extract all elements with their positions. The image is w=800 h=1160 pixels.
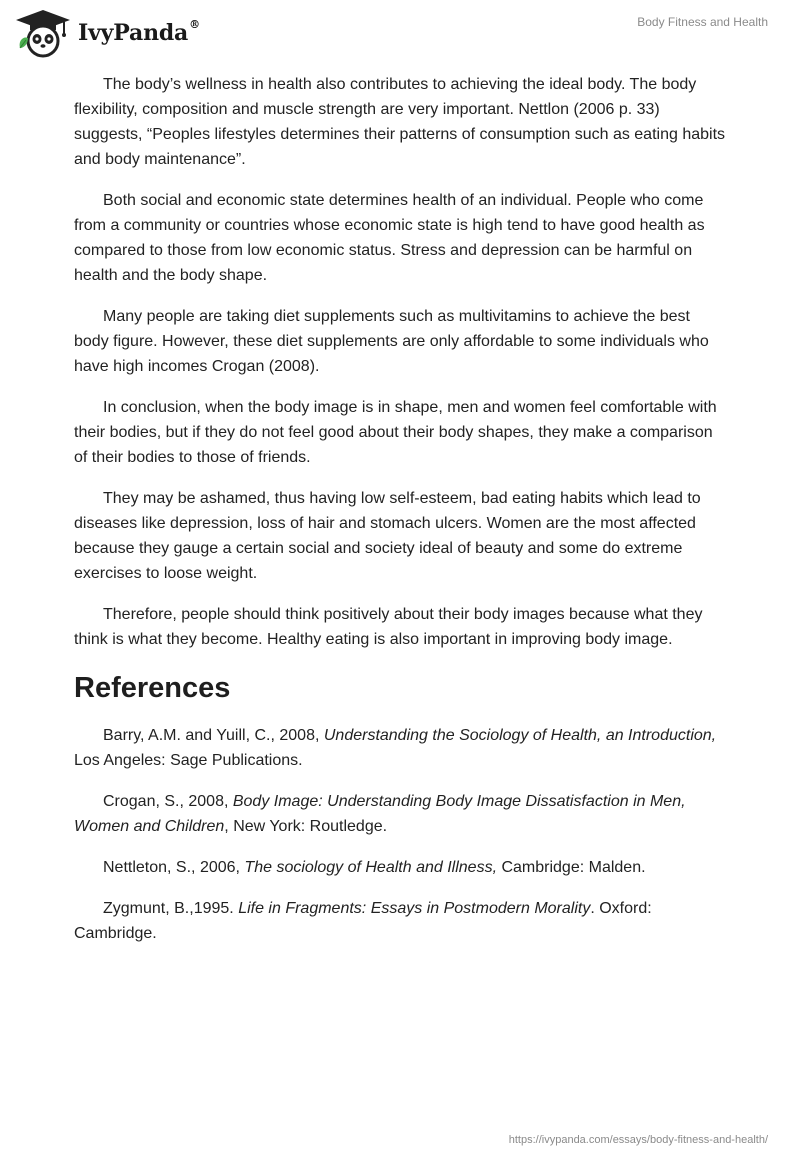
body-paragraph: They may be ashamed, thus having low self-esteem, bad eating habits which lead to diseases like depression, loss of hair and stomach ulcers. Women are the most affected because they gauge a certain social and society ideal of beauty and some do extreme exercises to loose weight. (74, 490, 701, 582)
essay-content (74, 72, 726, 962)
panda-graduate-icon (14, 8, 72, 58)
reference-publisher: Cambridge: Malden. (497, 859, 646, 876)
reference-title: The sociology of Health and Illness, (244, 859, 498, 876)
body-paragraph: Therefore, people should think positively about their body images because what they think is what they become. Healthy eating is also important in improving body image. (74, 606, 703, 648)
reference-item (74, 789, 726, 839)
reference-publisher: . Oxford: Cambridge. (74, 900, 652, 942)
reference-publisher: Los Angeles: Sage Publications. (74, 752, 303, 769)
references-heading: References (74, 672, 231, 704)
ivypanda-logo[interactable] (14, 8, 200, 58)
reference-authors: Barry, A.M. and Yuill, C., 2008, (103, 727, 324, 744)
running-title: Body Fitness and Health (637, 15, 768, 29)
logo-registered-mark: ® (189, 18, 200, 31)
reference-title: Understanding the Sociology of Health, an Introduction, (323, 727, 717, 744)
body-paragraph: The body’s wellness in health also contributes to achieving the ideal body. The body flexibility, composition and muscle strength are very important. Nettlon (2006 p. 33) suggests, “Peoples lifestyles determines their patterns of consumption such as eating habits and body maintenance”. (74, 76, 726, 168)
reference-item (74, 723, 726, 773)
page-header (0, 0, 800, 66)
reference-authors: Crogan, S., 2008, (103, 793, 233, 810)
reference-item (74, 896, 726, 946)
reference-item (74, 855, 726, 880)
reference-authors: Zygmunt, B.,1995. (103, 900, 239, 917)
reference-title: Body Image: Understanding Body Image Dissatisfaction in Men, Women and Children (74, 793, 686, 835)
body-paragraph: In conclusion, when the body image is in shape, men and women feel comfortable with their bodies, but if they do not feel good about their body shapes, they make a comparison of their bodies to those of friends. (74, 399, 717, 466)
source-url-link[interactable]: https://ivypanda.com/essays/body-fitness-and-health/ (508, 1134, 768, 1146)
reference-authors: Nettleton, S., 2006, (103, 859, 245, 876)
body-paragraph: Many people are taking diet supplements such as multivitamins to achieve the best body figure. However, these diet supplements are only affordable to some individuals who have high incomes Crogan (2008). (74, 308, 709, 375)
reference-title: Life in Fragments: Essays in Postmodern Morality (238, 900, 591, 917)
body-paragraph: Both social and economic state determines health of an individual. People who come from a community or countries whose economic state is high tend to have good health as compared to those from low economic status. Stress and depression can be harmful on health and the body shape. (74, 192, 705, 284)
reference-publisher: , New York: Routledge. (224, 818, 388, 835)
logo-name: IvyPanda (78, 20, 189, 46)
logo-wordmark (78, 20, 200, 46)
